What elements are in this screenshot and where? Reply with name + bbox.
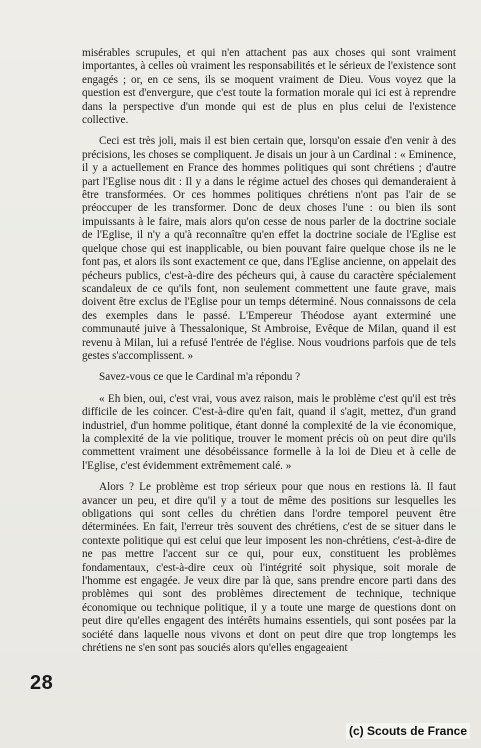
copyright-watermark: (c) Scouts de France <box>346 723 470 739</box>
paragraph-1: misérables scrupules, et qui n'en attachent pas aux choses qui sont vraiment importantes, à celles où vraiment les responsabilités et le sérieux de l'existence sont engagés ; or, en ce sens, ils se moquent vraiment de Dieu. Vous voyez que la question est d'envergure, que c'est toute la formation morale qui ici est à reprendre dans la perspective d'un monde qui est de plus en plus celui de l'existence collective. <box>82 47 456 127</box>
paragraph-4: « Eh bien, oui, c'est vrai, vous avez raison, mais le problème c'est qu'il est très difficile de les coincer. C'est-à-dire qu'en fait, quand il s'agit, mettez, d'un grand industriel, d'un homme politique, étant donné la complexité de la vie économique, la complexité de la vie politique, trouver le moment précis où on peut dire qu'ils commettent vraiment une désobéissance formelle à la loi de Dieu et à celle de l'Eglise, c'est évidemment extrêmement calé. » <box>82 392 456 472</box>
paragraph-5: Alors ? Le problème est trop sérieux pour que nous en restions là. Il faut avancer un peu, et dire qu'il y a tout de même des positions sur lesquelles les obligations qui sont celles du chrétien dans l'ordre temporel peuvent être déterminées. En fait, l'erreur très souvent des chrétiens, c'est de se situer dans le contexte politique qui est celui que leur imposent les non-chrétiens, c'est-à-dire de ne pas mettre l'accent sur ce qui, pour eux, constituent les problèmes fondamentaux, c'est-à-dire ceux où l'intégrité soit physique, soit morale de l'homme est engagée. Je veux dire par là que, sans prendre encore parti dans des problèmes qui sont des problèmes directement de technique, technique économique ou technique politique, il y a toute une marge de questions dont on peut dire qu'elles engagent des intérêts humains essentiels, qui sont posées par la société dans laquelle nous vivons et dont on peut dire que trop longtemps les chrétiens ne s'en sont pas souciés alors qu'elles engageaient <box>82 481 456 655</box>
page-number: 28 <box>30 672 54 694</box>
body-text <box>82 47 456 655</box>
paragraph-3: Savez-vous ce que le Cardinal m'a répondu ? <box>99 371 301 384</box>
paragraph-2: Ceci est très joli, mais il est bien certain que, lorsqu'on essaie d'en venir à des précisions, les choses se compliquent. Je disais un jour à un Cardinal : « Eminence, il y a actuellement en France des hommes politiques qui sont chrétiens ; d'autre part l'Eglise nous dit : Il y a dans le régime actuel des choses qui demanderaient à être transformées. Or ces hommes politiques chrétiens n'ont pas l'air de se préoccuper de les transformer. Donc de deux choses l'une : ou bien ils sont impuissants à le faire, mais alors qu'on cesse de nous parler de la doctrine sociale de l'Eglise, il n'y a qu'à reconnaître qu'en effet la doctrine sociale de l'Eglise est quelque chose qui est inapplicable, ou bien pouvant faire quelque chose ils ne le font pas, et alors ils sont exactement ce que, dans l'Eglise ancienne, on appelait des pécheurs publics, c'est-à-dire des pécheurs qui, à cause du caractère spécialement scandaleux de ce qu'ils font, non seulement commettent une faute grave, mais doivent être exclus de l'Eglise pour un temps déterminé. Nous connaissons de cela des exemples dans le passé. L'Empereur Théodose ayant exterminé une communauté juive à Thessalonique, St Ambroise, Evêque de Milan, quand il est revenu à Milan, lui a refusé l'entrée de l'église. Nous voudrions parfois que de tels gestes s'accomplissent. » <box>82 135 456 362</box>
